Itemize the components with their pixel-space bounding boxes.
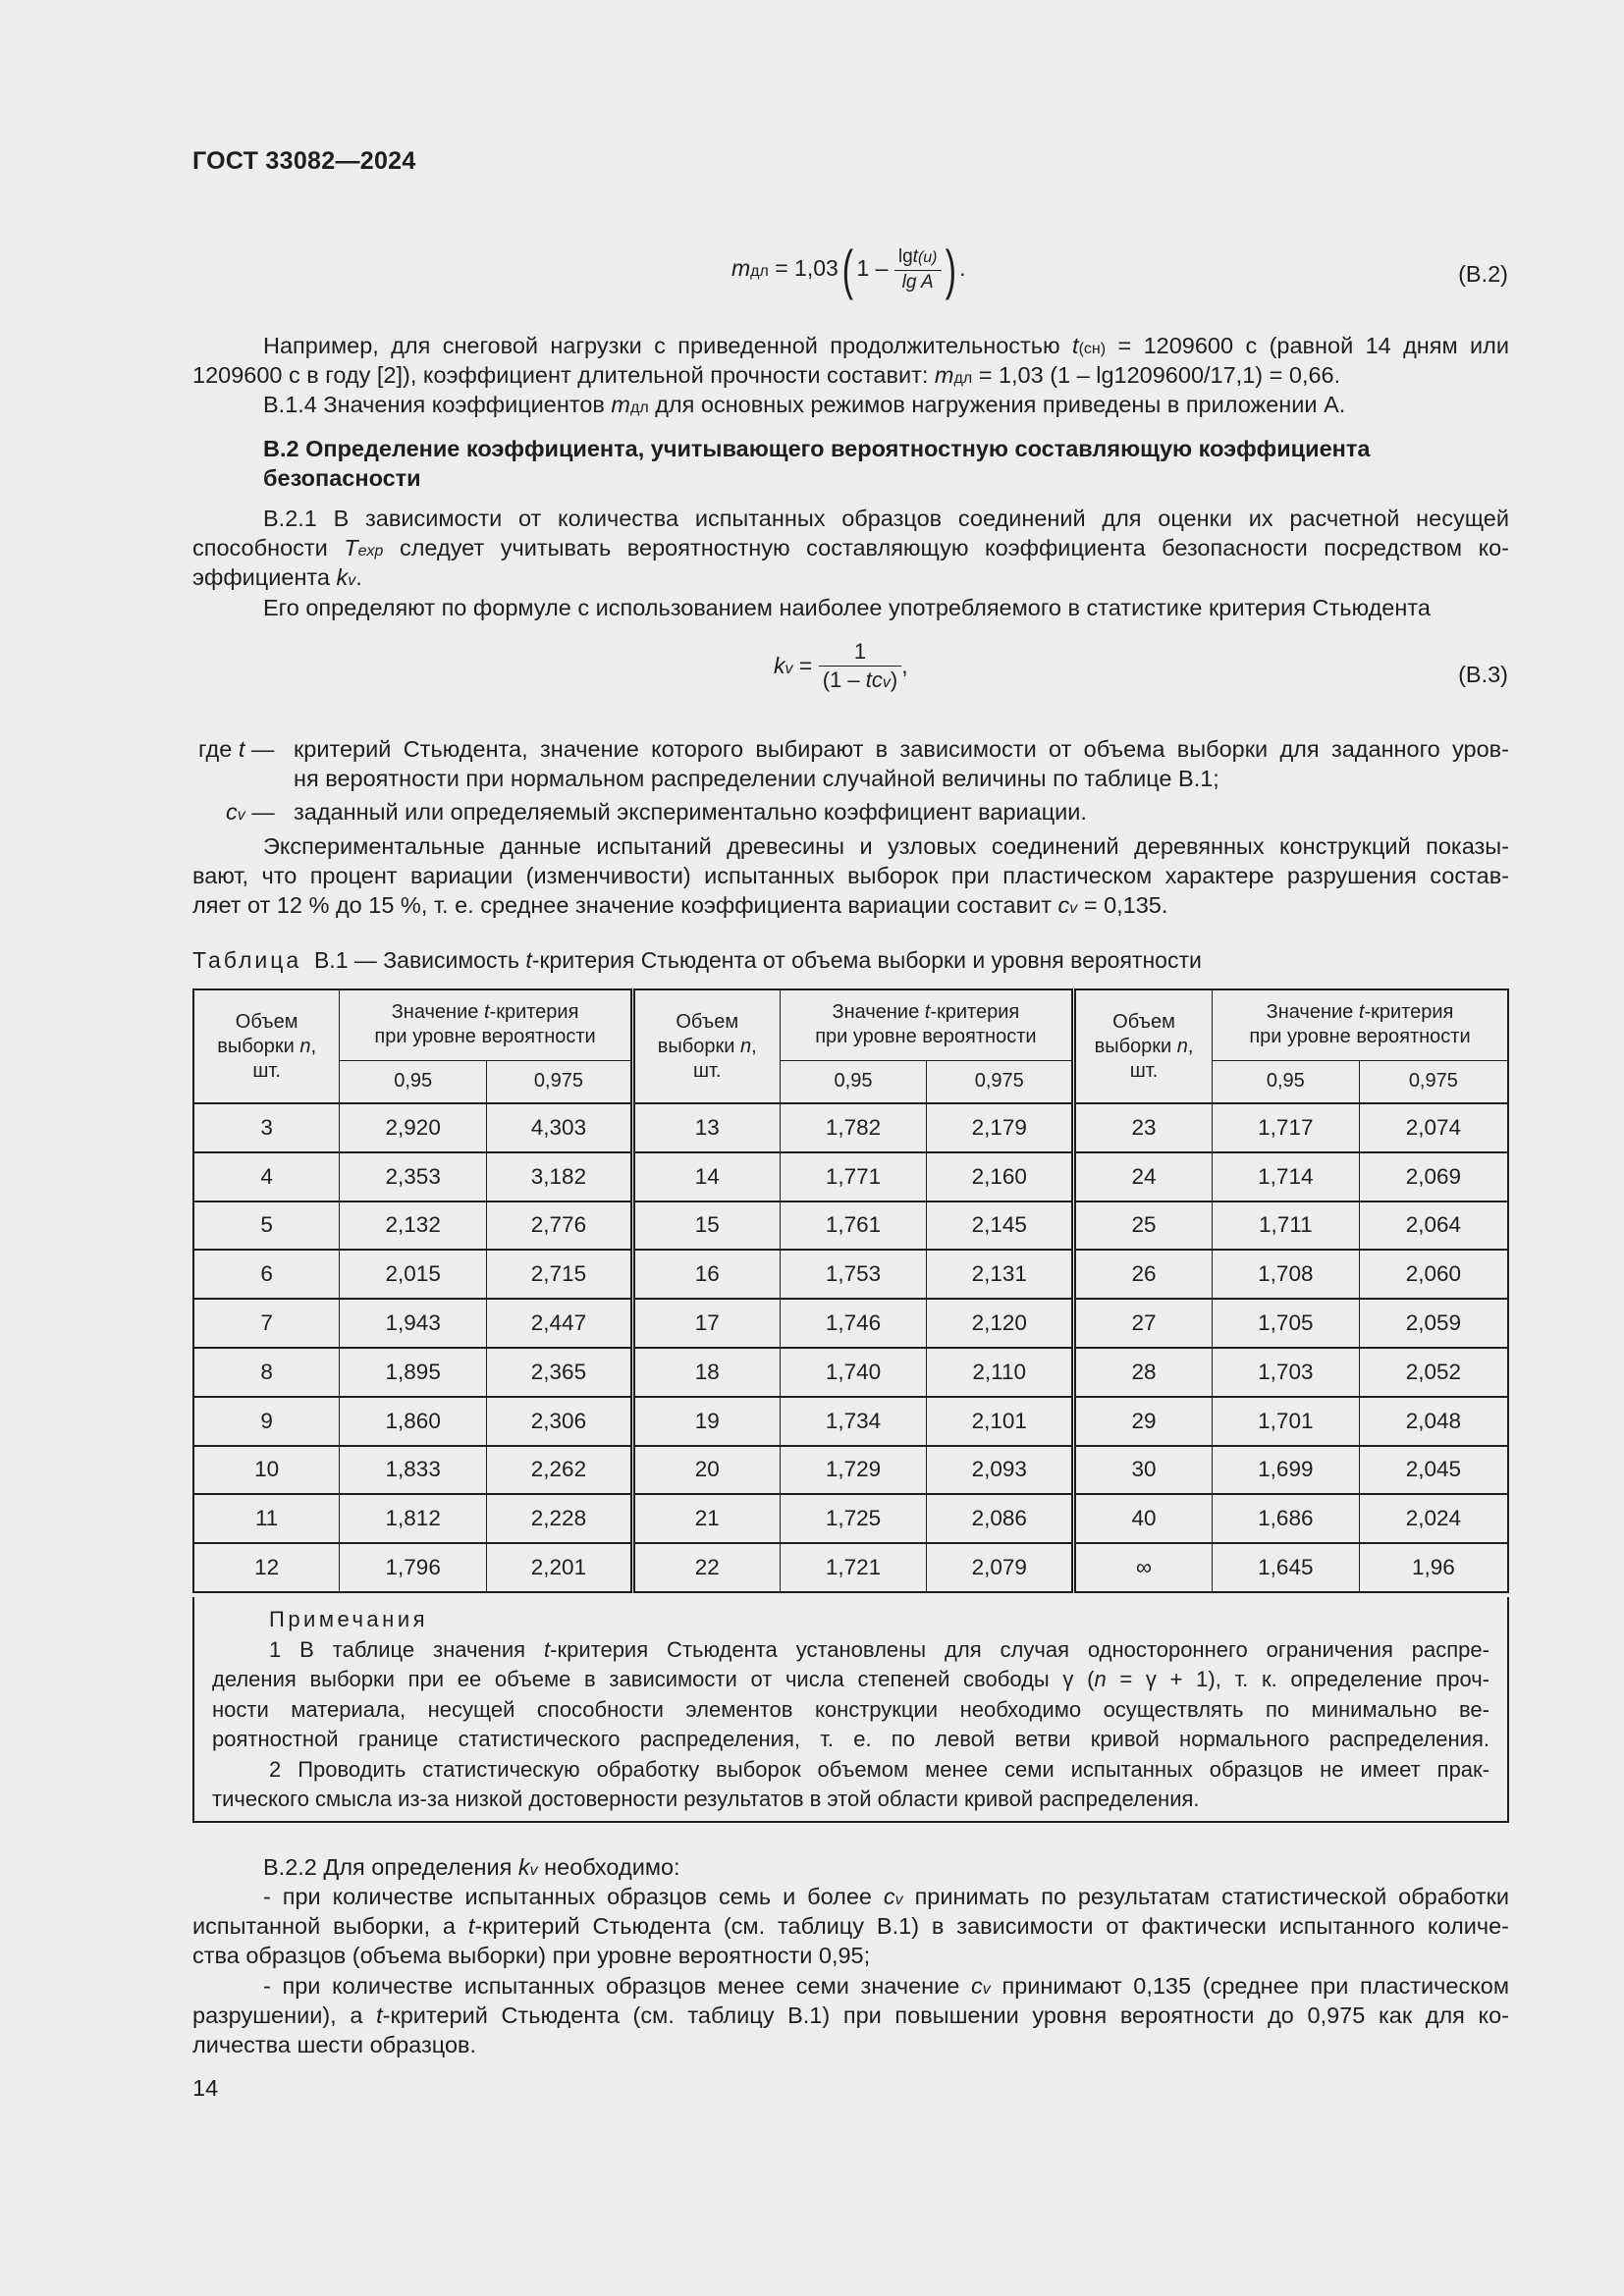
where-c-label: cv —	[226, 799, 275, 825]
table-cell-t-value: 1,717	[1212, 1103, 1359, 1152]
table-cell-sample-size: ∞	[1074, 1543, 1213, 1592]
para-b22-line3: испытанной выборки, а t-критерий Стьюдента (см. таблицу В.1) в зависимости от фактически испытанного количе-	[192, 1913, 1509, 1939]
table-row	[193, 1494, 1508, 1543]
table-cell-t-value: 1,686	[1212, 1494, 1359, 1543]
table-cell-t-value: 1,711	[1212, 1201, 1359, 1251]
note2-line1: 2 Проводить статистическую обработку выборок объемом менее семи испытанных образцов не имеет прак-	[269, 1756, 1489, 1782]
table-cell-t-value: 1,705	[1212, 1299, 1359, 1348]
table-cell-sample-size: 29	[1074, 1397, 1213, 1446]
table-cell-t-value: 2,015	[340, 1250, 487, 1299]
eq-b2-fraction	[894, 245, 942, 294]
table-cell-t-value: 1,729	[780, 1446, 927, 1495]
equation-number-b2: (В.2)	[1458, 261, 1508, 287]
para-exp-line2: вают, что процент вариации (изменчивости) испытанных выборок при пластическом характере разрушения состав-	[192, 863, 1509, 888]
table-cell-t-value: 2,145	[927, 1201, 1074, 1251]
eq-b3-fraction: $\frac{1}{\text{(1 – tcv)}}$	[819, 638, 902, 697]
para-b22-line2: - при количестве испытанных образцов семь и более cv принимать по результатам статистической обработки	[263, 1884, 1510, 1909]
table-cell-t-value: 2,052	[1359, 1348, 1508, 1397]
note2-line2: тического смысла из-за низкой достоверности результатов в этой области кривой распределения.	[212, 1787, 1200, 1811]
table-cell-t-value: 2,079	[927, 1543, 1074, 1592]
table-cell-t-value: 1,721	[780, 1543, 927, 1592]
table-cell-t-value: 2,059	[1359, 1299, 1508, 1348]
table-cell-t-value: 1,753	[780, 1250, 927, 1299]
table-cell-t-value: 1,734	[780, 1397, 927, 1446]
table-cell-t-value: 2,715	[487, 1250, 633, 1299]
table-cell-t-value: 2,131	[927, 1250, 1074, 1299]
table-cell-t-value: 2,353	[340, 1152, 487, 1201]
header-t-value: Значение t-критерия при уровне вероятности	[780, 989, 1074, 1060]
eq-b2-one-minus: 1 –	[856, 255, 889, 282]
table-cell-t-value: 2,132	[340, 1201, 487, 1251]
eq-b2-num-lg: lg	[897, 246, 913, 267]
table-cell-sample-size: 18	[632, 1348, 780, 1397]
table-cell-sample-size: 19	[632, 1397, 780, 1446]
table-cell-sample-size: 26	[1074, 1250, 1213, 1299]
para-student: Его определяют по формуле с использованием наиболее употребляемого в статистике критерия Стьюдента	[263, 595, 1431, 620]
table-cell-t-value: 2,447	[487, 1299, 633, 1348]
where-t-label: где t —	[198, 736, 275, 762]
table-row	[193, 1446, 1508, 1495]
table-cell-t-value: 2,048	[1359, 1397, 1508, 1446]
table-cell-t-value: 1,895	[340, 1348, 487, 1397]
eq-b2-equals: = 1,03	[775, 255, 839, 282]
table-cell-sample-size: 22	[632, 1543, 780, 1592]
header-sample-size: Объем выборки n, шт.	[1074, 989, 1213, 1103]
para-example-line1: Например, для снеговой нагрузки с приведенной продолжительностью t(сн) = 1209600 с (равной 14 дням или	[263, 333, 1510, 358]
table-cell-t-value: 2,101	[927, 1397, 1074, 1446]
table-cell-sample-size: 8	[193, 1348, 340, 1397]
table-cell-sample-size: 28	[1074, 1348, 1213, 1397]
table-cell-t-value: 2,160	[927, 1152, 1074, 1201]
table-cell-t-value: 1,943	[340, 1299, 487, 1348]
table-cell-t-value: 2,120	[927, 1299, 1074, 1348]
table-row	[193, 1250, 1508, 1299]
para-exp-line3: ляет от 12 % до 15 %, т. е. среднее значение коэффициента вариации составит cv = 0,135.	[192, 892, 1168, 918]
header-t-value: Значение t-критерия при уровне вероятности	[340, 989, 633, 1060]
section-b2-heading: В.2 Определение коэффициента, учитывающего вероятностную составляющую коэффициента безопасности	[263, 436, 1371, 491]
table-row	[193, 1152, 1508, 1201]
header-p095: 0,95	[340, 1060, 487, 1103]
eq-b2-num-var: t	[912, 246, 918, 267]
note1-line2: деления выборки при ее объеме в зависимости от числа степеней свободы γ (n = γ + 1), т. к. определение проч-	[212, 1667, 1489, 1691]
where-c-text: заданный или определяемый экспериментально коэффициент вариации.	[294, 799, 1087, 825]
eq-b2-lhs: m	[731, 255, 751, 282]
para-b22-line5: - при количестве испытанных образцов менее семи значение cv принимают 0,135 (среднее при пластическом	[263, 1973, 1510, 1999]
table-cell-sample-size: 23	[1074, 1103, 1213, 1152]
equation-b2	[731, 239, 966, 300]
note1-line4: роятностной границе статистического распределения, т. е. по левой ветви кривой нормального распределения.	[212, 1727, 1489, 1751]
table-cell-t-value: 4,303	[487, 1103, 633, 1152]
student-t-table	[192, 988, 1509, 1593]
where-t-line2: ня вероятности при нормальном распределении случайной величины по таблице В.1;	[294, 766, 1219, 791]
header-p095: 0,95	[1212, 1060, 1359, 1103]
right-paren-icon: )	[945, 239, 956, 300]
header-p0975: 0,975	[1359, 1060, 1508, 1103]
eq-b2-tail: .	[959, 255, 966, 282]
table-cell-sample-size: 12	[193, 1543, 340, 1592]
table-row	[193, 1543, 1508, 1592]
equation-b3: kv = $\frac{1}{\text{(1 – tcv)}}$ ,	[774, 638, 908, 697]
document-header: ГОСТ 33082—2024	[192, 147, 416, 175]
left-paren-icon: (	[841, 239, 853, 300]
table-cell-t-value: 1,740	[780, 1348, 927, 1397]
header-p095: 0,95	[780, 1060, 927, 1103]
table-cell-t-value: 1,699	[1212, 1446, 1359, 1495]
table-cell-t-value: 1,701	[1212, 1397, 1359, 1446]
table-row	[193, 1103, 1508, 1152]
table-cell-sample-size: 9	[193, 1397, 340, 1446]
table-cell-t-value: 2,306	[487, 1397, 633, 1446]
para-b22-line4: ства образцов (объема выборки) при уровне вероятности 0,95;	[192, 1943, 871, 1968]
table-cell-sample-size: 4	[193, 1152, 340, 1201]
table-cell-t-value: 2,093	[927, 1446, 1074, 1495]
table-cell-sample-size: 24	[1074, 1152, 1213, 1201]
table-cell-t-value: 2,920	[340, 1103, 487, 1152]
para-b22-line6: разрушении), а t-критерий Стьюдента (см. таблицу В.1) при повышении уровня вероятности до 0,975 как для ко-	[192, 2002, 1509, 2028]
table-cell-t-value: 2,365	[487, 1348, 633, 1397]
table-caption: Таблица В.1 — Зависимость t-критерия Стьюдента от объема выборки и уровня вероятности	[192, 947, 1202, 973]
table-cell-t-value: 2,060	[1359, 1250, 1508, 1299]
table-cell-sample-size: 20	[632, 1446, 780, 1495]
table-cell-t-value: 2,776	[487, 1201, 633, 1251]
table-cell-t-value: 1,782	[780, 1103, 927, 1152]
table-cell-t-value: 1,725	[780, 1494, 927, 1543]
header-t-value: Значение t-критерия при уровне вероятности	[1212, 989, 1508, 1060]
para-b22-line1: В.2.2 Для определения kv необходимо:	[263, 1854, 680, 1880]
table-cell-t-value: 2,069	[1359, 1152, 1508, 1201]
table-cell-t-value: 2,179	[927, 1103, 1074, 1152]
table-cell-t-value: 2,201	[487, 1543, 633, 1592]
table-cell-t-value: 2,110	[927, 1348, 1074, 1397]
table-cell-t-value: 2,262	[487, 1446, 633, 1495]
table-cell-sample-size: 14	[632, 1152, 780, 1201]
note1-line3: ности материала, несущей способности элементов конструкции необходимо осуществлять по минимально ве-	[212, 1696, 1489, 1722]
table-cell-t-value: 1,860	[340, 1397, 487, 1446]
para-exp-line1: Экспериментальные данные испытаний древесины и узловых соединений деревянных конструкций показы-	[263, 833, 1509, 859]
table-cell-t-value: 1,833	[340, 1446, 487, 1495]
table-cell-sample-size: 40	[1074, 1494, 1213, 1543]
table-cell-t-value: 2,086	[927, 1494, 1074, 1543]
table-cell-sample-size: 11	[193, 1494, 340, 1543]
table-notes	[192, 1597, 1509, 1823]
header-p0975: 0,975	[927, 1060, 1074, 1103]
eq-b2-den: lg A	[901, 272, 934, 293]
table-row	[193, 1299, 1508, 1348]
eq-b2-lhs-sub: дл	[750, 263, 769, 281]
note1-line1: 1 В таблице значения t-критерия Стьюдента установлены для случая одностороннего ограничения распре-	[269, 1636, 1489, 1662]
equation-number-b3: (В.3)	[1458, 662, 1508, 687]
table-cell-sample-size: 27	[1074, 1299, 1213, 1348]
table-cell-sample-size: 17	[632, 1299, 780, 1348]
table-cell-t-value: 1,645	[1212, 1543, 1359, 1592]
header-sample-size: Объем выборки n, шт.	[632, 989, 780, 1103]
table-row	[193, 1397, 1508, 1446]
table-cell-t-value: 1,771	[780, 1152, 927, 1201]
para-b21-line1: В.2.1 В зависимости от количества испытанных образцов соединений для оценки их расчетной несущей	[263, 506, 1509, 531]
header-p0975: 0,975	[487, 1060, 633, 1103]
table-cell-t-value: 2,024	[1359, 1494, 1508, 1543]
table-cell-sample-size: 3	[193, 1103, 340, 1152]
notes-title: Примечания	[269, 1607, 429, 1631]
table-cell-sample-size: 10	[193, 1446, 340, 1495]
para-b14: В.1.4 Значения коэффициентов mдл для основных режимов нагружения приведены в приложении А.	[263, 392, 1346, 417]
table-cell-t-value: 2,074	[1359, 1103, 1508, 1152]
table-cell-sample-size: 7	[193, 1299, 340, 1348]
table-row	[193, 1201, 1508, 1251]
table-cell-t-value: 1,746	[780, 1299, 927, 1348]
eq-b2-num-sub: (u)	[917, 249, 938, 266]
para-b21-line3: эффициента kv.	[192, 564, 362, 590]
para-example-line2: 1209600 с в году [2]), коэффициент длительной прочности составит: mдл = 1,03 (1 – lg1209600/17,1) = 0,66.	[192, 362, 1341, 388]
table-cell-t-value: 2,045	[1359, 1446, 1508, 1495]
page-number: 14	[192, 2075, 219, 2101]
table-cell-t-value: 1,796	[340, 1543, 487, 1592]
table-cell-sample-size: 13	[632, 1103, 780, 1152]
table-cell-sample-size: 16	[632, 1250, 780, 1299]
table-cell-t-value: 2,064	[1359, 1201, 1508, 1251]
table-cell-t-value: 1,708	[1212, 1250, 1359, 1299]
table-cell-t-value: 1,812	[340, 1494, 487, 1543]
table-cell-sample-size: 21	[632, 1494, 780, 1543]
where-t-line1: критерий Стьюдента, значение которого выбирают в зависимости от объема выборки для заданного уров-	[294, 736, 1509, 762]
table-row	[193, 1348, 1508, 1397]
table-cell-sample-size: 30	[1074, 1446, 1213, 1495]
table-cell-t-value: 2,228	[487, 1494, 633, 1543]
table-cell-sample-size: 25	[1074, 1201, 1213, 1251]
table-cell-sample-size: 5	[193, 1201, 340, 1251]
table-cell-t-value: 1,714	[1212, 1152, 1359, 1201]
para-b21-line2: способности Texp следует учитывать вероятностную составляющую коэффициента безопасности посредством ко-	[192, 535, 1510, 561]
table-cell-t-value: 3,182	[487, 1152, 633, 1201]
table-cell-t-value: 1,761	[780, 1201, 927, 1251]
table-cell-sample-size: 15	[632, 1201, 780, 1251]
table-cell-t-value: 1,703	[1212, 1348, 1359, 1397]
header-sample-size: Объем выборки n, шт.	[193, 989, 340, 1103]
table-cell-t-value: 1,96	[1359, 1543, 1508, 1592]
table-cell-sample-size: 6	[193, 1250, 340, 1299]
para-b22-line7: личества шести образцов.	[192, 2032, 477, 2057]
